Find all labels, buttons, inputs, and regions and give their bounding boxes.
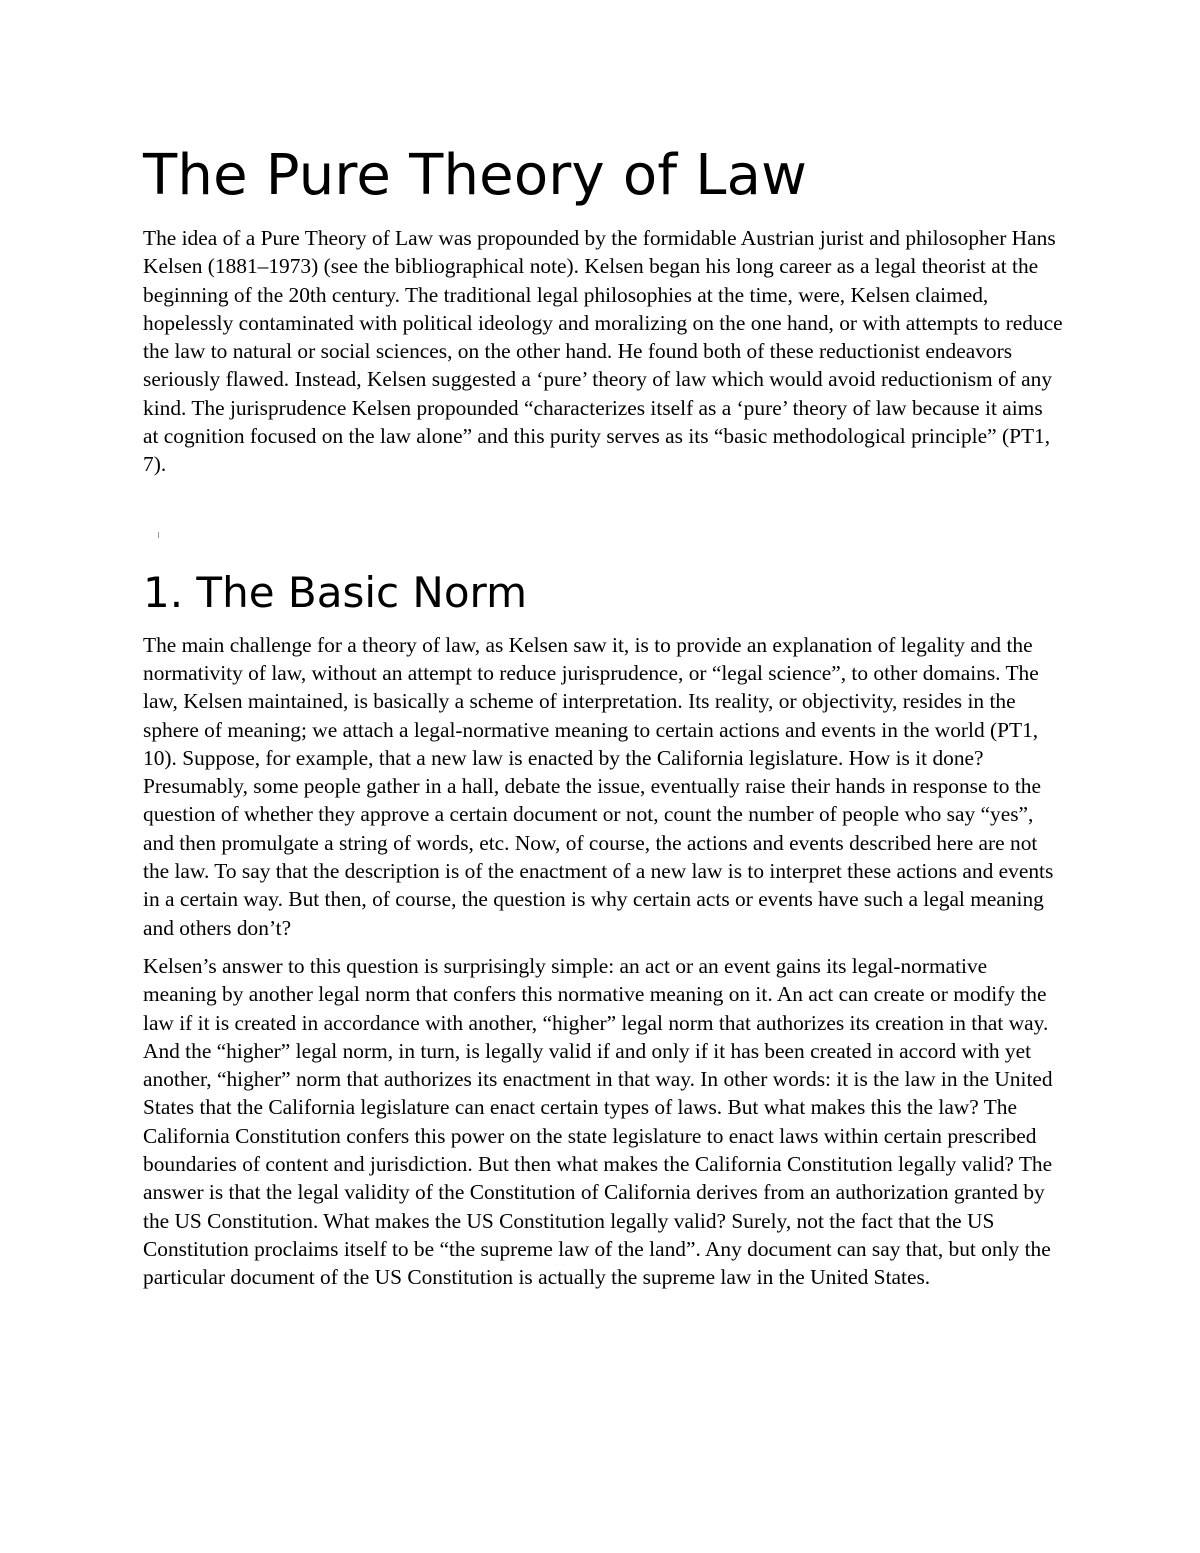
- section-gap: [143, 479, 1063, 565]
- document-title: The Pure Theory of Law: [143, 143, 808, 208]
- intro-paragraph: The idea of a Pure Theory of Law was propounded by the formidable Austrian jurist and philosopher Hans Kelsen (1881–1973) (see the bibliographical note). Kelsen began his long career as a legal theorist at the beginning of the 20th century. The traditional legal philosophies at the time, were, Kelsen claimed, hopelessly contaminated with political ideology and moralizing on the one hand, or with attempts to reduce the law to natural or social sciences, on the other hand. He found both of these reductionist endeavors seriously flawed. Instead, Kelsen suggested a ‘pure’ theory of law which would avoid reductionism of any kind. The jurisprudence Kelsen propounded “characterizes itself as a ‘pure’ theory of law because it aims at cognition focused on the law alone” and this purity serves as its “basic methodological principle” (PT1, 7).: [143, 226, 1063, 477]
- body-paragraph: The main challenge for a theory of law, as Kelsen saw it, is to provide an explanation of legality and the normativity of law, without an attempt to reduce jurisprudence, or “legal science”, to other domains. The law, Kelsen maintained, is basically a scheme of interpretation. Its reality, or objectivity, resides in the sphere of meaning; we attach a legal-normative meaning to certain actions and events in the world (PT1, 10). Suppose, for example, that a new law is enacted by the California legislature. How is it done? Presumably, some people gather in a hall, debate the issue, eventually raise their hands in response to the question of whether they approve a certain document or not, count the number of people who say “yes”, and then promulgate a string of words, etc. Now, of course, the actions and events described here are not the law. To say that the description is of the enactment of a new law is to interpret these actions and events in a certain way. But then, of course, the question is why certain acts or events have such a legal meaning and others don’t?: [143, 632, 1054, 940]
- document-body: [143, 140, 1063, 1292]
- margin-mark: [158, 532, 159, 538]
- section-heading: 1. The Basic Norm: [143, 567, 527, 617]
- body-paragraph: Kelsen’s answer to this question is surprisingly simple: an act or an event gains its legal-normative meaning by another legal norm that confers this normative meaning on it. An act can create or modify the law if it is created in accordance with another, “higher” legal norm that authorizes its creation in that way. And the “higher” legal norm, in turn, is legally valid if and only if it has been created in accord with yet another, “higher” norm that authorizes its enactment in that way. In other words: it is the law in the United States that the California legislature can enact certain types of laws. But what makes this the law? The California Constitution confers this power on the state legislature to enact laws within certain prescribed boundaries of content and jurisdiction. But then what makes the California Constitution legally valid? The answer is that the legal validity of the Constitution of California derives from an authorization granted by the US Constitution. What makes the US Constitution legally valid? Surely, not the fact that the US Constitution proclaims itself to be “the supreme law of the land”. Any document can say that, but only the particular document of the US Constitution is actually the supreme law in the United States.: [143, 953, 1053, 1290]
